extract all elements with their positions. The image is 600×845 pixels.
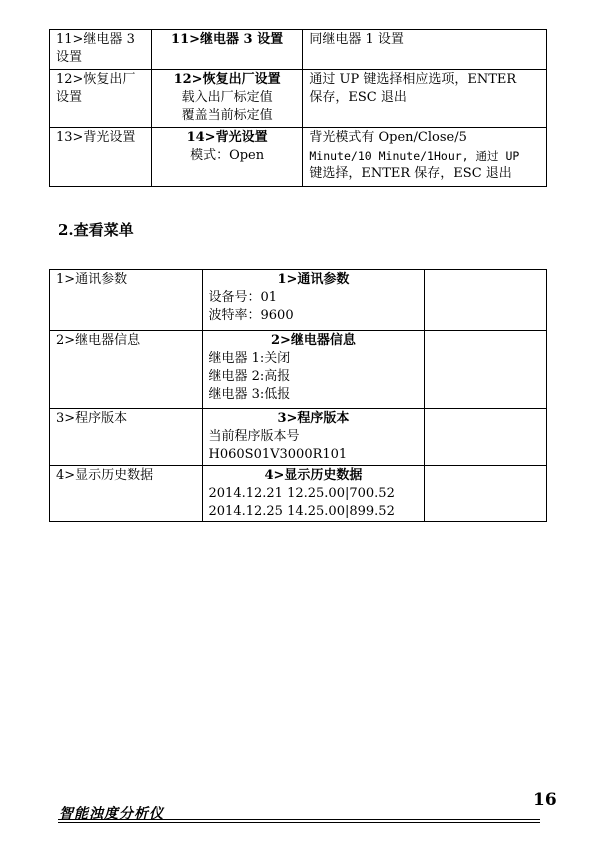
cell-line: 当前程序版本号 <box>208 429 300 444</box>
cell-line: 波特率：9600 <box>208 308 294 323</box>
cell-line: 2014.12.21 12.25.00|700.52 <box>208 486 395 501</box>
footer-rule <box>58 822 540 823</box>
menu-item-cell: 1>通讯参数 <box>50 270 203 331</box>
table-row <box>50 409 547 466</box>
cell-line: 继电器 1:关闭 <box>208 351 291 366</box>
cell-line: 键选择，ENTER 保存，ESC 退出 <box>309 166 512 181</box>
page-number: 16 <box>533 790 557 810</box>
cell-line: Minute/10 Minute/1Hour, 通过 UP <box>309 149 520 163</box>
table-row <box>50 70 547 128</box>
screen-cell <box>202 331 425 409</box>
cell-line: 继电器 2:高报 <box>208 369 291 384</box>
table-row <box>50 270 547 331</box>
cell-line: 设置 <box>56 50 83 65</box>
cell-line: 2014.12.25 14.25.00|899.52 <box>208 504 395 519</box>
cell-line: 通过 UP 键选择相应选项，ENTER <box>309 72 517 87</box>
screen-title: 2>继电器信息 <box>270 333 356 348</box>
cell-line: 设备号：01 <box>208 290 278 305</box>
menu-item-cell: 2>继电器信息 <box>50 331 203 409</box>
screen-cell <box>202 409 425 466</box>
table-row <box>50 331 547 409</box>
cell-line: 模式：Open <box>190 148 265 163</box>
menu-item-cell <box>50 30 152 70</box>
table-row <box>50 30 547 70</box>
screen-title: 14>背光设置 <box>186 130 268 145</box>
menu-item-cell: 3>程序版本 <box>50 409 203 466</box>
screen-title: 11>继电器 3 设置 <box>171 32 284 47</box>
description-cell <box>303 30 547 70</box>
empty-cell <box>425 270 547 331</box>
footer-title: 智能浊度分析仪 <box>59 806 164 822</box>
table-row <box>50 128 547 187</box>
screen-title: 1>通讯参数 <box>277 272 350 287</box>
screen-title: 4>显示历史数据 <box>264 468 363 483</box>
empty-cell <box>425 409 547 466</box>
screen-cell <box>151 70 303 128</box>
cell-line: H060S01V3000R101 <box>208 447 348 462</box>
menu-item-cell <box>50 128 152 187</box>
footer-rule <box>58 819 540 820</box>
table-row <box>50 466 547 522</box>
screen-cell <box>151 128 303 187</box>
cell-line: 背光模式有 Open/Close/5 <box>309 130 467 145</box>
cell-line: 11>继电器 3 <box>56 32 135 47</box>
settings-table <box>49 29 547 187</box>
empty-cell <box>425 331 547 409</box>
empty-cell <box>425 466 547 522</box>
menu-item-cell: 4>显示历史数据 <box>50 466 203 522</box>
menu-item-cell <box>50 70 152 128</box>
cell-line: 保存，ESC 退出 <box>309 90 407 105</box>
cell-line: 13>背光设置 <box>56 130 136 145</box>
cell-line: 12>恢复出厂 <box>56 72 136 87</box>
screen-cell <box>151 30 303 70</box>
screen-cell <box>202 270 425 331</box>
screen-title: 12>恢复出厂设置 <box>173 72 281 87</box>
description-cell <box>303 128 547 187</box>
screen-cell <box>202 466 425 522</box>
description-cell <box>303 70 547 128</box>
cell-line: 覆盖当前标定值 <box>181 108 273 123</box>
cell-line: 载入出厂标定值 <box>181 90 273 105</box>
cell-line: 设置 <box>56 90 83 105</box>
section-title: 2.查看菜单 <box>58 221 134 239</box>
screen-title: 3>程序版本 <box>277 411 350 426</box>
cell-line: 同继电器 1 设置 <box>309 32 404 47</box>
cell-line: 继电器 3:低报 <box>208 387 291 402</box>
view-menu-table <box>49 269 547 522</box>
